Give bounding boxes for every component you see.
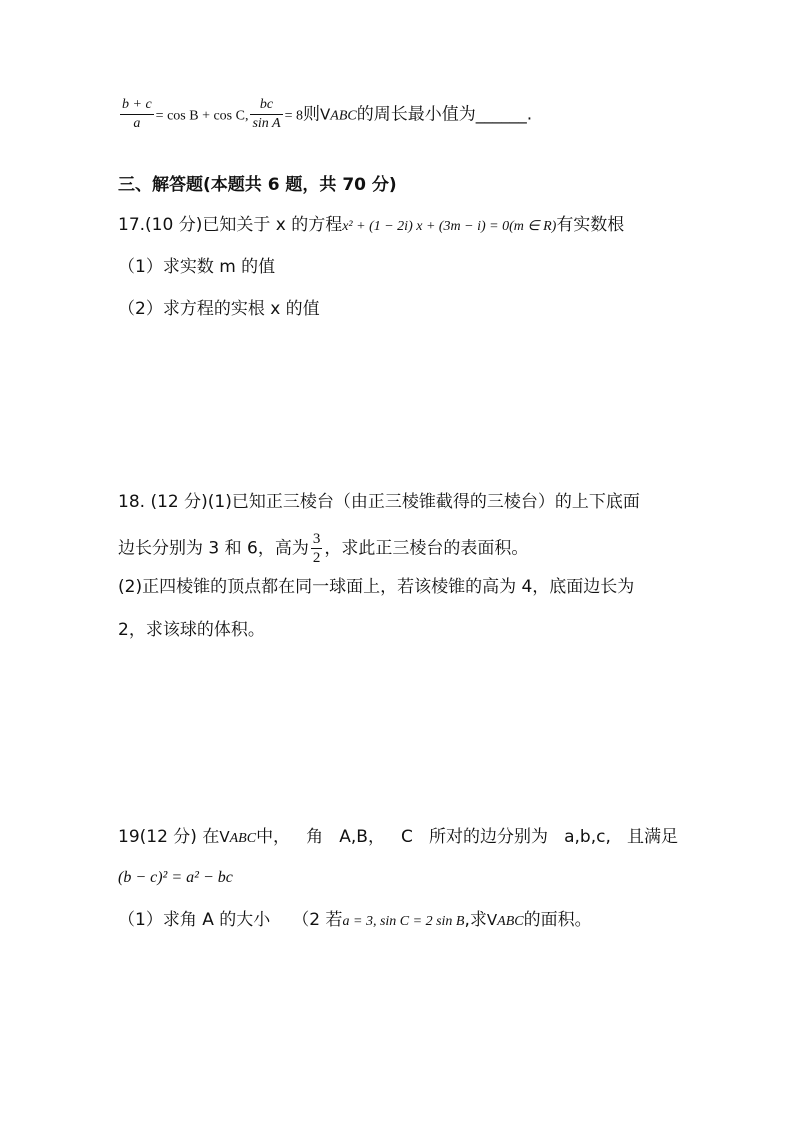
equation-text: = 8 — [284, 108, 304, 124]
fraction-bc-over-sinA — [250, 96, 282, 133]
q17-part2: （2）求方程的实根 x 的值 — [118, 299, 320, 319]
q19-intro — [118, 825, 290, 851]
q19-word: A,B， — [339, 827, 385, 847]
q19-part2-post: 的面积。 — [523, 910, 592, 930]
fraction-numerator: bc — [250, 96, 282, 115]
fraction-three-halves — [311, 530, 323, 567]
triangle-symbol: V — [486, 911, 498, 929]
q18-line1: 18. (12 分)(1)已知正三棱台（由正三棱锥截得的三棱台）的上下底面 — [118, 492, 640, 512]
fraction-numerator: b + c — [120, 96, 154, 115]
triangle-name: ABC — [229, 831, 257, 846]
q19-part2-mid: ,求 — [464, 910, 487, 930]
q19-word: 中， — [256, 827, 291, 847]
q19-part2-pre: （2 若 — [292, 910, 343, 930]
q17-intro: 17.(10 分)已知关于 x 的方程 — [118, 215, 343, 235]
q16-line — [118, 96, 532, 133]
q19-word: 且满足 — [626, 827, 678, 847]
q19-number: 19(12 分) 在 — [118, 827, 220, 847]
q19-word: a,b,c, — [564, 827, 611, 847]
q17-tail: 有实数根 — [556, 215, 625, 235]
q18-line4: 2，求该球的体积。 — [118, 620, 265, 640]
fraction-b-plus-c-over-a — [120, 96, 154, 133]
q17-part1: （1）求实数 m 的值 — [118, 257, 276, 277]
answer-blank: ______ — [475, 104, 527, 125]
q19-word: 角 — [306, 827, 324, 847]
q19-parts — [118, 908, 592, 934]
q18-line2-pre: 边长分别为 3 和 6，高为 — [118, 538, 309, 559]
triangle-symbol: V — [320, 105, 331, 124]
q19-equation: (b − c)² = a² − bc — [118, 869, 233, 886]
q19-part2-condition: a = 3, sin C = 2 sin B — [342, 914, 465, 929]
q19-stem — [118, 825, 678, 851]
question-text: 的周长最小值为 — [356, 104, 476, 125]
fraction-denominator: sin A — [252, 116, 281, 131]
section-heading: 三、解答题(本题共 6 题，共 70 分) — [118, 175, 397, 195]
text-then: 则 — [303, 104, 321, 125]
period: . — [526, 104, 533, 125]
fraction-numerator: 3 — [312, 531, 321, 547]
fraction-denominator: a — [133, 116, 141, 131]
q19-word: 所对的边分别为 — [429, 827, 549, 847]
q18-line3: (2)正四棱锥的顶点都在同一球面上，若该棱锥的高为 4，底面边长为 — [118, 577, 635, 597]
q19-part1: （1）求角 A 的大小 — [118, 910, 271, 930]
triangle-name: ABC — [330, 108, 357, 124]
q18-line2-post: ，求此正三棱台的表面积。 — [324, 538, 529, 559]
fraction-denominator: 2 — [312, 550, 321, 566]
equation-text: = cos B + cos C, — [155, 108, 249, 124]
q17-equation: x² + (1 − 2i) x + (3m − i) = 0(m ∈ R) — [342, 219, 557, 234]
triangle-name: ABC — [497, 914, 524, 929]
triangle-symbol: V — [219, 828, 230, 846]
q18-line2 — [118, 530, 528, 567]
q17-stem — [118, 213, 624, 239]
q19-word: C — [401, 827, 413, 847]
